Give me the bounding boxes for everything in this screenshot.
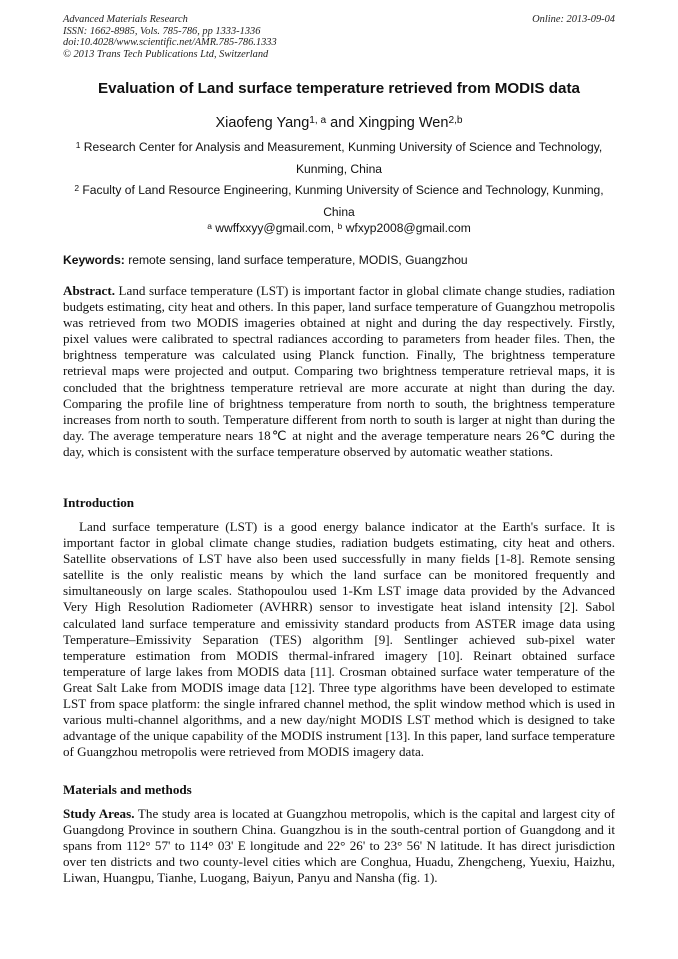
- email-a-mark: a: [207, 220, 212, 231]
- affiliation-2-mark: 2: [74, 182, 80, 193]
- affiliation-2-text: Faculty of Land Resource Engineering, Kunming University of Science and Technology, Kunming, China: [79, 183, 604, 219]
- journal-name: Advanced Materials Research: [63, 14, 188, 25]
- author-joiner: and: [326, 115, 359, 131]
- journal-header: [63, 14, 615, 60]
- author-1: Xiaofeng Yang: [215, 115, 310, 131]
- affiliation-1-mark: 1: [75, 139, 81, 150]
- affiliation-1-text: Research Center for Analysis and Measurement, Kunming University of Science and Technology, Kunming, China: [80, 140, 603, 176]
- journal-copyright: © 2013 Trans Tech Publications Ltd, Switzerland: [63, 48, 269, 60]
- keywords-label: Keywords:: [63, 253, 125, 267]
- abstract-text: Land surface temperature (LST) is important factor in global climate change studies, radiation budgets estimating, city heat and others. In this paper, land surface temperature of Guangzhou metropolis was retrieved from two MODIS imageries obtained at night and during the day respectively. Firstly, pixel values were calibrated to spectral radiances according to parameters from header files. Then, the brightness temperature was calculated using Planck function. Finally, The brightness temperature retrieval maps were projected and output. Comparing two brightness temperature retrieval maps, it is concluded that the brightness temperature retrieval are more accurate at night than during the day. Comparing the profile line of brightness temperature from north to south, the brightness temperature increases from north to south. Temperature different from north to south is larger at night than during the day. The average temperature nears 18℃ at night and the average temperature nears 26℃ during the day, which is consistent with the surface temperature observed by automatic weather stations.: [63, 283, 615, 459]
- author-2: Xingping Wen: [358, 115, 449, 131]
- author-1-affiliation-mark: 1, a: [309, 114, 327, 126]
- email-a[interactable]: wwffxxyy@gmail.com,: [211, 221, 338, 235]
- email-b-mark: b: [337, 220, 343, 231]
- affiliation-2: [63, 180, 615, 223]
- journal-issn: ISSN: 1662-8985, Vols. 785-786, pp 1333-1336: [63, 25, 261, 37]
- author-2-affiliation-mark: 2,b: [448, 114, 463, 126]
- email-b[interactable]: wfxyp2008@gmail.com: [342, 221, 471, 235]
- paper-title: Evaluation of Land surface temperature retrieved from MODIS data: [98, 80, 580, 97]
- study-areas-label: Study Areas.: [63, 806, 135, 821]
- journal-doi: doi:10.4028/www.scientific.net/AMR.785-786.1333: [63, 37, 277, 48]
- introduction-paragraph: Land surface temperature (LST) is a good energy balance indicator at the Earth's surface. It is important factor in global climate change studies, radiation budgets estimating, city heat and others. Satellite observations of LST have also been used successfully in many fields [1-8]. Remote sensing satellite is the only realistic means by which the land surface can be monitored frequently and simultaneously on large scales. Stathopoulou used 1-Km LST image data provided by the Advanced Very High Resolution Radiometer (AVHRR) sensor to investigate heat island intensity [2]. Sabol calculated land surface temperature and emissivity standard products from ASTER image data using Temperature–Emissivity Separation (TES) algorithm [9]. Sentlinger achieved sub-pixel water temperature estimation from MODIS thermal-infrared imagery [10]. Reinart obtained surface temperature of large lakes from MODIS data [11]. Crosman obtained surface water temperature of the Great Salt Lake from MODIS image data [12]. Three type algorithms have been developed to estimate LST from space platform: the single infrared channel method, the split window method which is used in various multi-channel algorithms, and a new day/night MODIS LST method which is designed to take advantage of the unique capability of the MODIS instrument [13]. In this paper, land surface temperature of Guangzhou metropolis were retrieved from MODIS imagery data.: [63, 519, 615, 760]
- introduction-heading: Introduction: [63, 495, 135, 510]
- keywords: [63, 253, 615, 267]
- abstract-label: Abstract.: [63, 283, 115, 298]
- online-date: Online: 2013-09-04: [532, 14, 615, 25]
- abstract-paragraph: [63, 283, 615, 460]
- author-line: [40, 115, 638, 131]
- study-areas-paragraph: [63, 806, 615, 886]
- study-areas-text: The study area is located at Guangzhou metropolis, which is the capital and largest city of Guangdong Province in southern China. Guangzhou is in the south-central portion of Guangdong and it spans from 112° 57' to 114° 03' E longitude and 22° 26' to 23° 56' N latitude. It has direct jurisdiction over ten districts and two county-level cities which are Conghua, Huadu, Zhengcheng, Yuexiu, Haizhu, Liwan, Huangpu, Tianhe, Luogang, Baiyun, Panyu and Nansha (fig. 1).: [63, 806, 615, 886]
- affiliation-1: [63, 137, 615, 180]
- methods-heading: Materials and methods: [63, 782, 192, 797]
- keywords-text: remote sensing, land surface temperature, MODIS, Guangzhou: [124, 253, 468, 267]
- email-line: [40, 221, 638, 235]
